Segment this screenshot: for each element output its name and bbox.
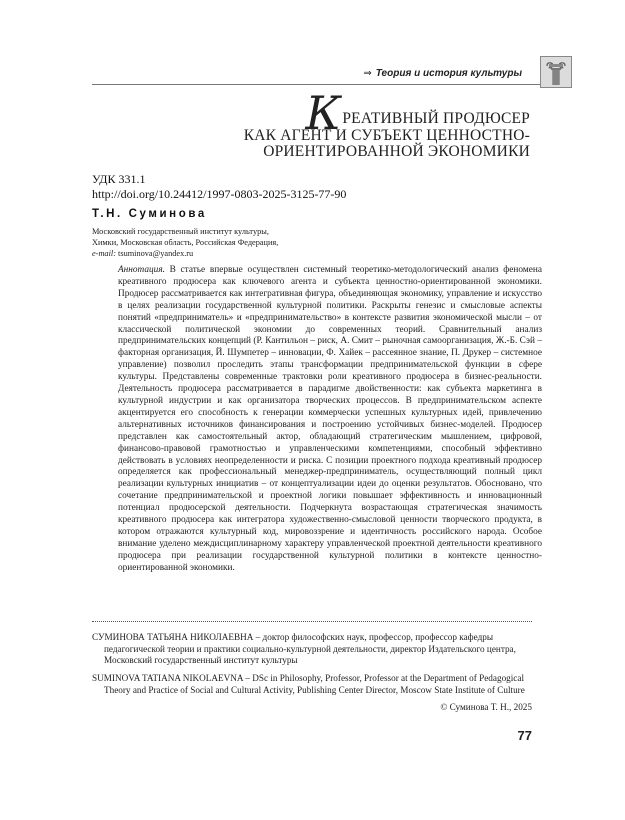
- title-line-3: ОРИЕНТИРОВАННОЙ ЭКОНОМИКИ: [263, 142, 530, 160]
- article-meta: [92, 172, 346, 202]
- author-bio-ru: СУМИНОВА ТАТЬЯНА НИКОЛАЕВНА – доктор философских наук, профессор, профессор кафедры педагогической теории и практики социально-культурной деятельности, директор Издательского центра, Московский государственный институт культуры: [92, 632, 516, 666]
- affiliation-line-2: Химки, Московская область, Российская Федерация,: [92, 238, 279, 248]
- author-name: Т.Н. Суминова: [92, 208, 207, 220]
- footnote-divider: [92, 621, 532, 622]
- affiliation-line-1: Московский государственный институт культуры,: [92, 227, 269, 236]
- column-capital-logo: [540, 56, 572, 88]
- title-line-2: КАК АГЕНТ И СУБЪЕКТ ЦЕННОСТНО-: [243, 127, 530, 144]
- ionic-column-icon: [541, 57, 571, 87]
- copyright-notice: © Суминова Т. Н., 2025: [440, 702, 532, 712]
- section-title: Теория и история культуры: [375, 68, 522, 79]
- email-label: e-mail:: [92, 249, 116, 259]
- header-rule: [92, 84, 540, 85]
- abstract-text: В статье впервые осуществлен системный теоретико-методологический анализ феномена креативного продюсера как ключевого агента и субъекта ценностно-ориентированной экономики. Продюсер рассматривается как интегративная фигура, объединяющая экономику, управление и искусство в целях реализации государственной культурной политики. Раскрыты генезис и смысловые аспекты понятий «предприниматель» и «предпринимательство» в контексте развития экономической мысли – от классической политической экономии до современных теорий. Сравнительный анализ предпринимательских концепций (Р. Кантильон – риск, А. Смит – рыночная самоорганизация, Ж.-Б. Сэй – факторная организация, Й. Шумпетер – инновации, Ф. Хайек – рассеянное знание, П. Друкер – системное управление) позволил проследить этапы трансформации предпринимательской функции в сфере культуры. Представлены современные трактовки роли креативного продюсера в бизнес-реальности. Деятельность продюсера рассматривается в парадигме двойственности: как субъекта маркетинга в культурной индустрии и как организатора творческих процессов. В предпринимательском аспекте акцентируется его способность к генерации коммерчески успешных культурных идей, привлечению альтернативных источников финансирования и построению устойчивых бизнес-моделей. Продюсер представлен как самостоятельный актор, обладающий стратегическим мышлением, цифровой, финансово-правовой грамотностью и управленческими компетенциями, способный эффективно действовать в условиях неопределенности и риска. С позиции проектного подхода креативный продюсер определяется как профессиональный менеджер-предприниматель, осуществляющий полный цикл реализации культурных инициатив – от концептуализации идеи до оценки результатов. Обосновано, что сочетание предпринимательской и проектной логики повышает эффективность и инновационный потенциал продюсерской деятельности. Подчеркнута возрастающая стратегическая значимость креативного продюсера как интегратора художественно-смысловой ценности творческого продукта, в котором отражаются культурный код, мировоззрение и идентичность российского народа. Особое внимание уделено междисциплинарному характеру управленческой проектной деятельности креативного продюсера при реализации государственной культурной политики в контексте ценностно-ориентированной экономики.: [118, 265, 542, 573]
- email-line: [92, 248, 278, 259]
- title-line-1: РЕАТИВНЫЙ ПРОДЮСЕР: [342, 110, 530, 127]
- email-address[interactable]: tsuminova@yandex.ru: [118, 249, 194, 259]
- udc-code: УДК 331.1: [92, 172, 146, 186]
- page-number: 77: [517, 728, 532, 743]
- doi-link[interactable]: http://doi.org/10.24412/1997-0803-2025-3125-77-90: [92, 187, 347, 201]
- abstract-label: Аннотация.: [118, 265, 165, 275]
- author-affiliation: [92, 226, 278, 260]
- article-title: [230, 86, 530, 160]
- section-header: [300, 68, 522, 79]
- arrow-right-icon: ⇒: [363, 68, 372, 79]
- abstract: [118, 265, 542, 575]
- title-drop-cap: К: [305, 86, 342, 140]
- author-bio-en: SUMINOVA TATIANA NIKOLAEVNA – DSc in Philosophy, Professor, Professor at the Department of Pedagogical Theory and Practice of Social and Cultural Activity, Publishing Center Director, Moscow State Institute of Culture: [92, 673, 525, 695]
